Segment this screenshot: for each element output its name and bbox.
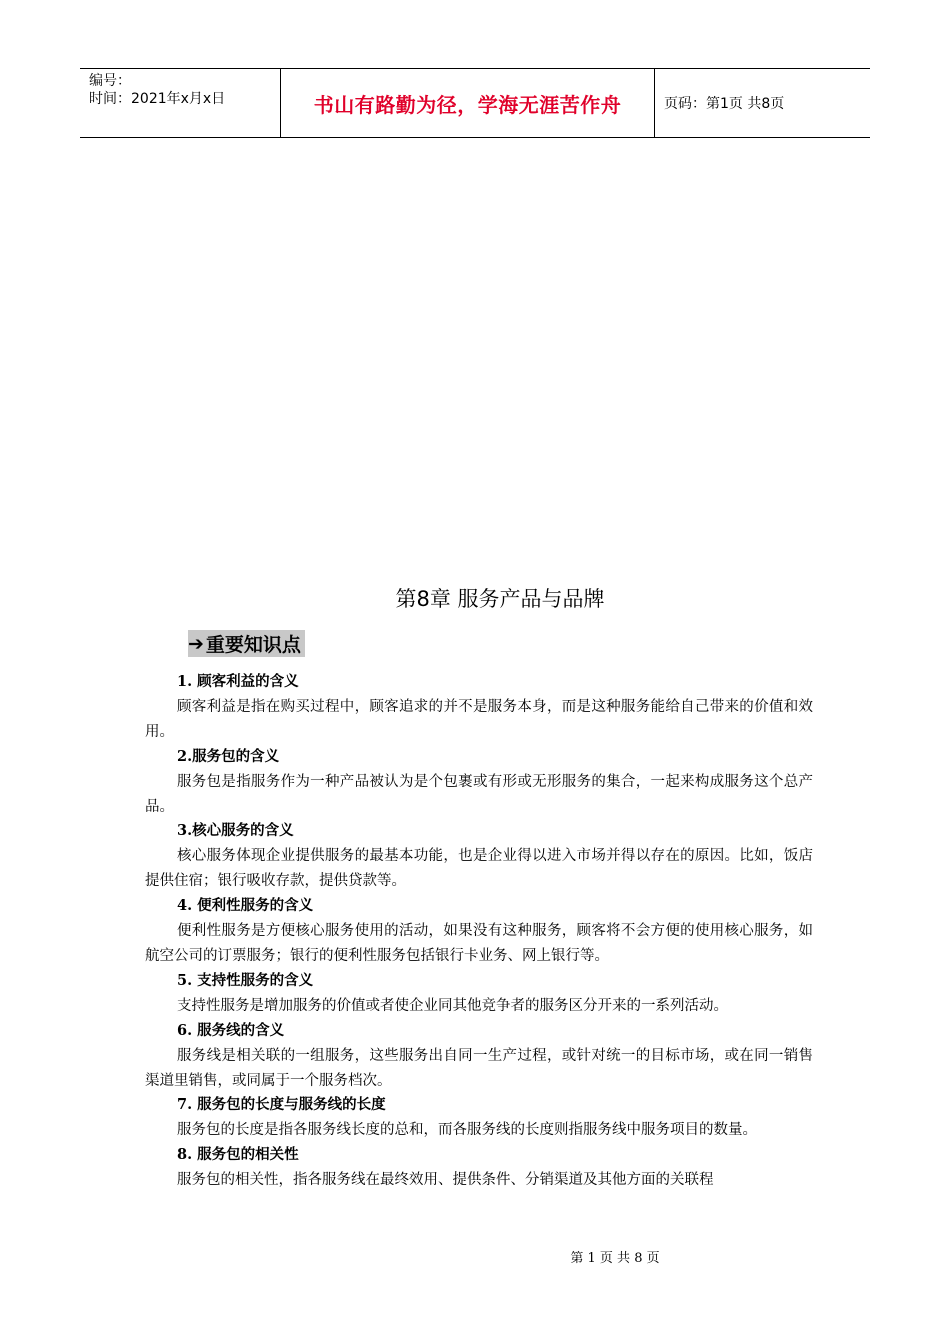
section-body: 服务包的长度是指各服务线长度的总和，而各服务线的长度则指服务线中服务项目的数量。 xyxy=(177,1122,757,1139)
document-date: 时间：2021年x月x日 xyxy=(89,91,226,107)
section xyxy=(145,1093,813,1143)
section-body: 顾客利益是指在购买过程中，顾客追求的并不是服务本身，而是这种服务能给自己带来的价值和效用。 xyxy=(145,698,813,740)
key-points-content xyxy=(145,670,813,1193)
document-number-label: 编号： xyxy=(89,73,131,89)
chapter-title: 第8章 服务产品与品牌 xyxy=(395,587,605,611)
section-title: 1. 顾客利益的含义 xyxy=(177,673,299,690)
section-body: 核心服务体现企业提供服务的最基本功能，也是企业得以进入市场并得以存在的原因。比如，饭店提供住宿；银行吸收存款，提供贷款等。 xyxy=(145,848,813,890)
section-body: 服务包是指服务作为一种产品被认为是个包裹或有形或无形服务的集合，一起来构成服务这个总产品。 xyxy=(145,773,813,815)
section-title: 5. 支持性服务的含义 xyxy=(177,971,314,989)
section xyxy=(145,894,813,969)
section-title: 7. 服务包的长度与服务线的长度 xyxy=(177,1096,386,1114)
section-title: 6. 服务线的含义 xyxy=(177,1021,285,1039)
section-body: 便利性服务是方便核心服务使用的活动，如果没有这种服务，顾客将不会方便的使用核心服务，如航空公司的订票服务；银行的便利性服务包括银行卡业务、网上银行等。 xyxy=(145,923,813,964)
key-points-heading-label: 重要知识点 xyxy=(205,634,301,656)
header-motto: 书山有路勤为径，学海无涯苦作舟 xyxy=(281,69,655,137)
section xyxy=(145,819,813,894)
arrow-right-icon: ➔ xyxy=(188,632,204,655)
section xyxy=(145,745,813,820)
page-footer: 第 1 页 共 8 页 xyxy=(570,1251,660,1266)
section-title: 3.核心服务的含义 xyxy=(177,822,294,840)
header-meta xyxy=(80,69,281,137)
page-header xyxy=(80,68,870,138)
section xyxy=(145,1019,813,1094)
section-body: 支持性服务是增加服务的价值或者使企业同其他竞争者的服务区分开来的一系列活动。 xyxy=(177,997,728,1014)
section-body: 服务线是相关联的一组服务，这些服务出自同一生产过程，或针对统一的目标市场，或在同一销售渠道里销售，或同属于一个服务档次。 xyxy=(145,1047,813,1089)
header-page-info: 页码：第1页 共8页 xyxy=(664,96,785,112)
section xyxy=(145,969,813,1019)
section xyxy=(145,670,813,745)
section-title: 4. 便利性服务的含义 xyxy=(177,897,314,915)
key-points-heading xyxy=(188,630,305,657)
section-title: 8. 服务包的相关性 xyxy=(177,1146,299,1164)
section-body: 服务包的相关性，指各服务线在最终效用、提供条件、分销渠道及其他方面的关联程 xyxy=(177,1172,714,1189)
section xyxy=(145,1143,813,1193)
section-title: 2.服务包的含义 xyxy=(177,747,280,765)
